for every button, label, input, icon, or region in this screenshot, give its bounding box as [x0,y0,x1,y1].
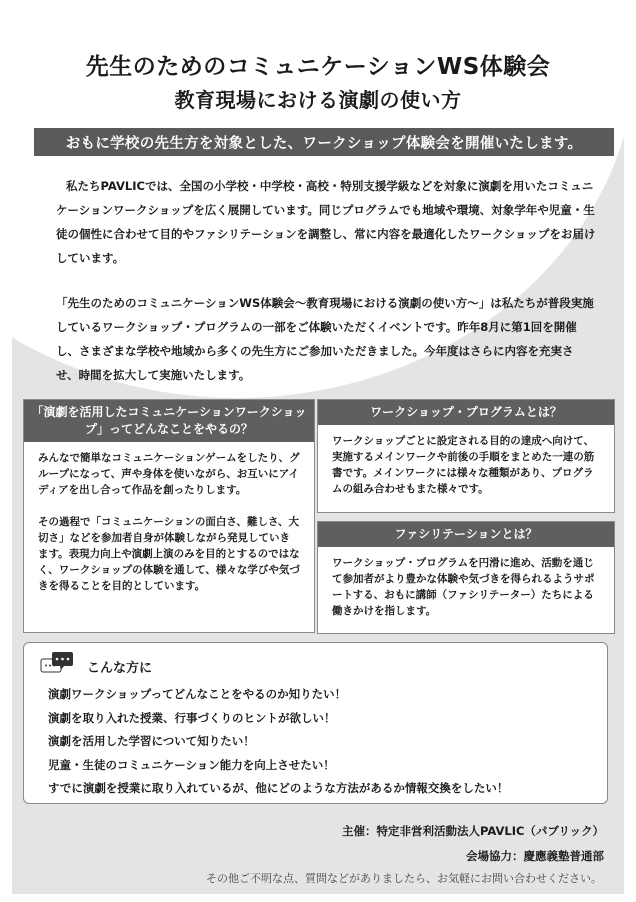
program-definition-box [317,399,615,513]
speech-bubble-icon [40,651,74,677]
flyer-frame [12,8,624,894]
intro-paragraph-2: 「先生のためのコミュニケーションWS体験会～教育現場における演劇の使い方～」は私たちが普段実施しているワークショップ・プログラムの一部をご体験いただくイベントです。昨年8月に第1回を開催し、さまざまな学校や地域から多くの先生方にご参加いただきました。今年度はさらに内容を充実させ、時間を拡大して実施いたします。 [56,296,594,382]
program-definition-text: ワークショップごとに設定される目的の達成へ向けて、実施するメインワークや前後の手順をまとめた一連の筋書です。メインワークには様々な種類があり、プログラムの組み合わせもまた様々です。 [332,435,595,495]
facilitation-definition-box [317,521,615,634]
facilitation-definition-text: ワークショップ・プログラムを円滑に進め、活動を通じて参加者がより豊かな体験や気づきを得られるようサポートする、おもに講師（ファシリテーター）たちによる働きかけを指します。 [332,557,595,617]
target-audience-item: すでに演劇を授業に取り入れているが、他にどのような方法があるか情報交換をしたい！ [48,781,509,795]
workshop-explanation-box [23,399,315,633]
workshop-explanation-text-2: その過程で「コミュニケーションの面白さ、難しさ、大切さ」などを参加者自身が体験しながら発見していきます。表現力向上や演劇上演のみを目的とするのではなく、ワークショップの体験を通して、様々な学びや気づきを得ることを目的としています。 [38,516,300,592]
page-subtitle: 教育現場における演劇の使い方 [174,88,462,112]
workshop-explanation-body [24,442,314,594]
contact-note: その他ご不明な点、質問などがありましたら、お気軽にお問い合わせください。 [206,872,602,885]
organizer-text: 主催：特定非営利活動法人PAVLIC（パブリック） [341,824,604,838]
target-audience-box [23,642,608,804]
target-audience-item: 演劇ワークショップってどんなことをやるのか知りたい！ [48,687,347,701]
venue-cooperation-text: 会場協力：慶應義塾普通部 [466,849,604,863]
target-audience-item: 児童・生徒のコミュニケーション能力を向上させたい！ [48,757,335,772]
workshop-explanation-text-1: みんなで簡単なコミュニケーションゲームをしたり、グループになって、声や身体を使いながら、お互いにアイディアを出し合って作品を創ったりします。 [38,452,300,496]
facilitation-definition-heading: ファシリテーションとは？ [318,522,614,547]
event-banner: おもに学校の先生方を対象とした、ワークショップ体験会を開催いたします。 [34,128,614,156]
target-audience-list [48,683,508,801]
target-audience-title: こんな方に [87,661,153,676]
intro-paragraph-1: 私たちPAVLICでは、全国の小学校・中学校・高校・特別支援学級などを対象に演劇を用いたコミュニケーションワークショップを広く展開しています。同じプログラムでも地域や環境、対象学年や児童・生徒の個性に合わせて目的やファシリテーションを調整し、常に内容を最適化したワークショップをお届けしています。 [56,179,596,265]
target-audience-item: 演劇を活用した学習について知りたい！ [48,734,255,748]
target-audience-item: 演劇を取り入れた授業、行事づくりのヒントが欲しい！ [48,710,336,725]
program-definition-heading: ワークショップ・プログラムとは？ [318,400,614,425]
page-title: 先生のためのコミュニケーションWS体験会 [85,54,551,80]
workshop-explanation-heading: 「演劇を活用したコミュニケーションワークショップ」ってどんなことをやるの？ [24,400,314,442]
